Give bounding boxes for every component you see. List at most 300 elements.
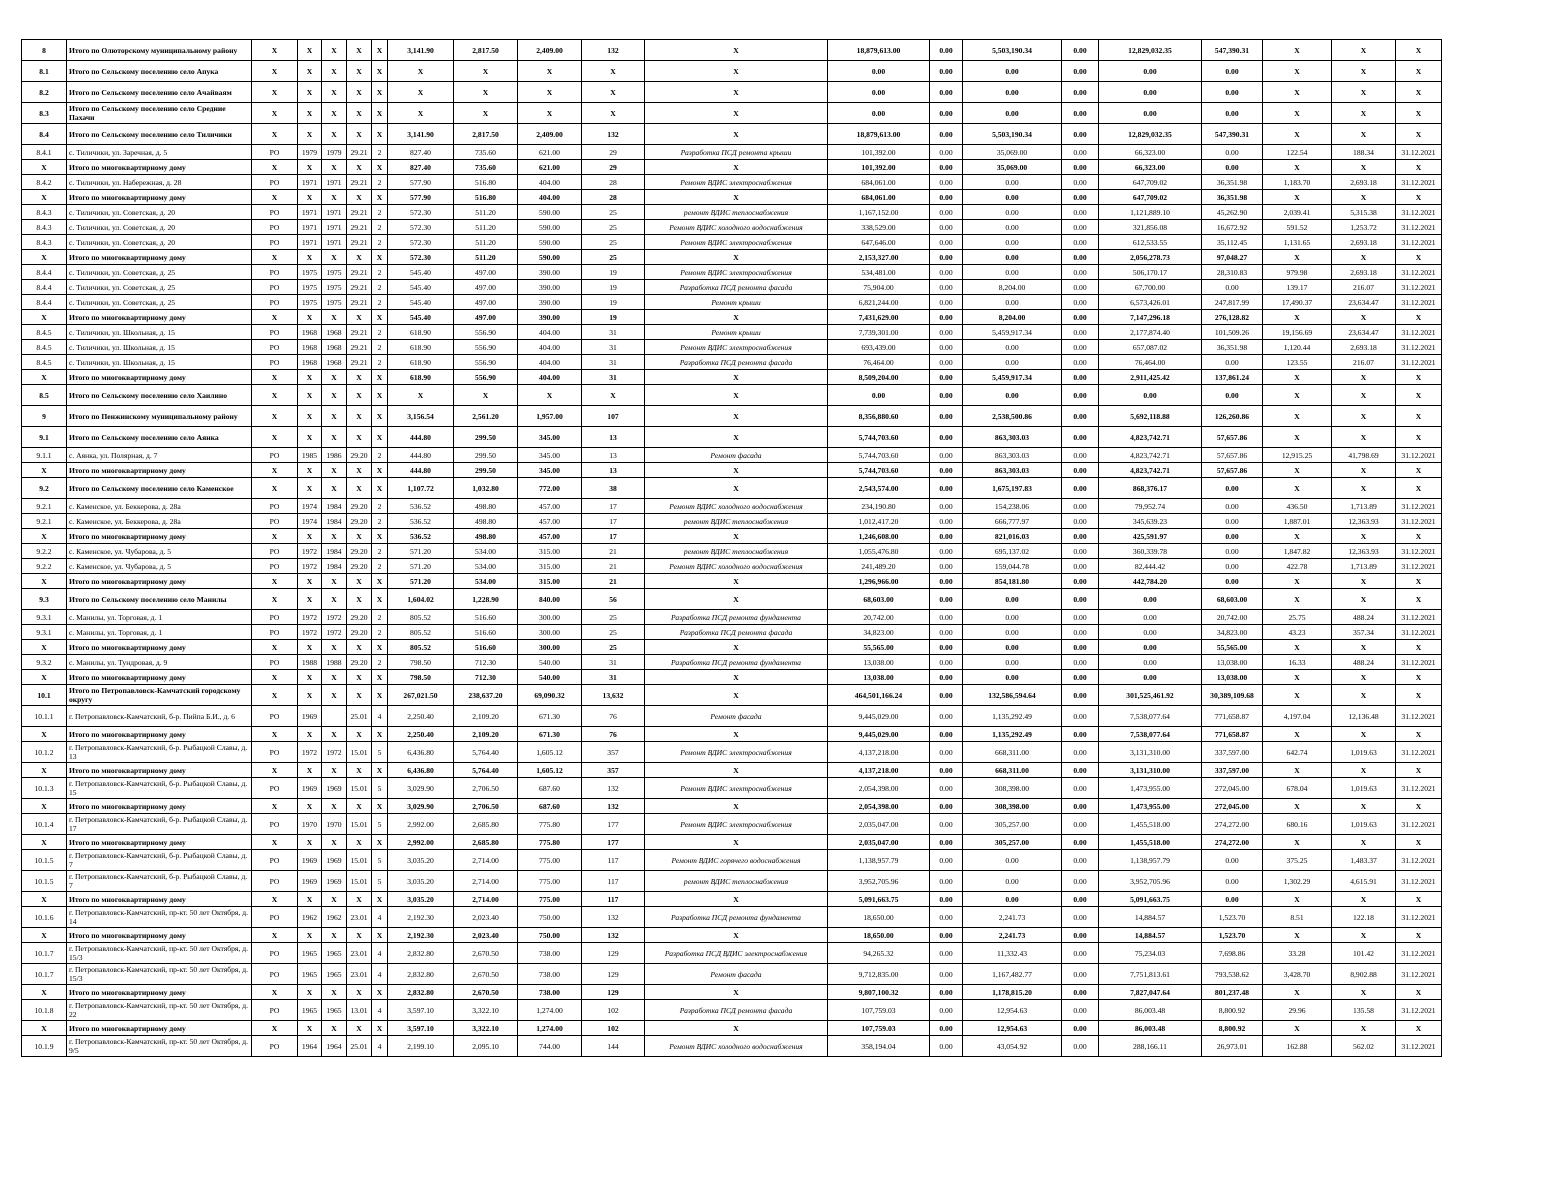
municipal-funds-cell: 0.00 <box>1062 103 1099 124</box>
municipal-funds-cell: 0.00 <box>1062 499 1099 514</box>
total-area-cell: 2,832.80 <box>388 964 454 985</box>
living-area-cell: 497.00 <box>454 295 518 310</box>
total-row <box>22 670 1442 685</box>
max-unit-cost-cell: Х <box>1332 463 1396 478</box>
item-number-cell: 8.4.3 <box>22 205 67 220</box>
owner-method-cell: РО <box>252 205 298 220</box>
unit-cost-cell: 3,428.70 <box>1263 964 1332 985</box>
total-cost-cell: 75,904.00 <box>828 280 930 295</box>
work-type-cell: Х <box>645 574 828 589</box>
unit-cost-cell: 1,131.65 <box>1263 235 1332 250</box>
item-number-cell: 9.2.2 <box>22 559 67 574</box>
object-name-cell: с. Тиличики, ул. Советская, д. 20 <box>67 205 252 220</box>
completion-date-cell: 31.12.2021 <box>1396 655 1442 670</box>
year-renovated-cell: 1965 <box>322 1000 347 1021</box>
completion-date-cell: 31.12.2021 <box>1396 559 1442 574</box>
item-number-cell: 10.1.6 <box>22 907 67 928</box>
total-cost-cell: 76,464.00 <box>828 355 930 370</box>
completion-date-cell: Х <box>1396 670 1442 685</box>
max-unit-cost-cell: 12,363.93 <box>1332 544 1396 559</box>
max-unit-cost-cell: Х <box>1332 670 1396 685</box>
completion-date-cell: Х <box>1396 406 1442 427</box>
total-area-cell: 2,832.80 <box>388 943 454 964</box>
residents-cell: 129 <box>582 985 645 1000</box>
work-type-cell: Ремонт фасада <box>645 448 828 463</box>
table-row <box>22 325 1442 340</box>
work-type-cell: Ремонт ВДИС электроснабжения <box>645 340 828 355</box>
year-renovated-cell: Х <box>322 799 347 814</box>
other-funds-cell: 36,351.98 <box>1202 190 1263 205</box>
residents-cell: Х <box>582 103 645 124</box>
living-area-cell: 2,714.00 <box>454 871 518 892</box>
regional-funds-cell: 695,137.02 <box>963 544 1062 559</box>
residents-cell: 29 <box>582 145 645 160</box>
item-number-cell: 10.1.2 <box>22 742 67 763</box>
owner-funds-cell: 301,525,461.92 <box>1099 685 1202 706</box>
residents-cell: 31 <box>582 325 645 340</box>
work-type-cell: Ремонт фасада <box>645 964 828 985</box>
living-area-cell: 2,561.20 <box>454 406 518 427</box>
owner-method-cell: РО <box>252 850 298 871</box>
year-renovated-cell: Х <box>322 589 347 610</box>
object-name-cell: Итого по многоквартирному дому <box>67 160 252 175</box>
work-type-cell: Х <box>645 727 828 742</box>
completion-date-cell: Х <box>1396 985 1442 1000</box>
wall-material-cell: Х <box>347 40 372 61</box>
object-name-cell: Итого по многоквартирному дому <box>67 799 252 814</box>
owner-funds-cell: 82,444.42 <box>1099 559 1202 574</box>
completion-date-cell: Х <box>1396 310 1442 325</box>
floors-cell: Х <box>372 124 388 145</box>
municipal-funds-cell: 0.00 <box>1062 544 1099 559</box>
total-cost-cell: 2,153,327.00 <box>828 250 930 265</box>
other-funds-cell: 1,523.70 <box>1202 907 1263 928</box>
total-cost-cell: 2,035,047.00 <box>828 814 930 835</box>
other-funds-cell: 0.00 <box>1202 145 1263 160</box>
floors-cell: Х <box>372 385 388 406</box>
living-area-cell: 238,637.20 <box>454 685 518 706</box>
total-area-cell: 3,597.10 <box>388 1021 454 1036</box>
total-cost-cell: 101,392.00 <box>828 160 930 175</box>
total-area-cell: 805.52 <box>388 625 454 640</box>
owner-funds-cell: 12,829,032.35 <box>1099 40 1202 61</box>
total-area-cell: Х <box>388 61 454 82</box>
max-unit-cost-cell: Х <box>1332 928 1396 943</box>
other-funds-cell: 0.00 <box>1202 544 1263 559</box>
completion-date-cell: 31.12.2021 <box>1396 814 1442 835</box>
floors-cell: Х <box>372 370 388 385</box>
owner-funds-cell: 1,473,955.00 <box>1099 799 1202 814</box>
year-renovated-cell: 1972 <box>322 610 347 625</box>
wall-material-cell: 29.21 <box>347 220 372 235</box>
max-unit-cost-cell: Х <box>1332 892 1396 907</box>
nonresidential-area-cell: 457.00 <box>518 514 582 529</box>
year-renovated-cell: Х <box>322 406 347 427</box>
total-cost-cell: 18,879,613.00 <box>828 124 930 145</box>
unit-cost-cell: 4,197.04 <box>1263 706 1332 727</box>
owner-method-cell: РО <box>252 1000 298 1021</box>
regional-funds-cell: 0.00 <box>963 892 1062 907</box>
owner-funds-cell: 4,823,742.71 <box>1099 448 1202 463</box>
completion-date-cell: 31.12.2021 <box>1396 355 1442 370</box>
total-cost-cell: 9,807,100.32 <box>828 985 930 1000</box>
year-renovated-cell: Х <box>322 190 347 205</box>
owner-funds-cell: 0.00 <box>1099 589 1202 610</box>
regional-funds-cell: 5,503,190.34 <box>963 124 1062 145</box>
living-area-cell: 2,685.80 <box>454 814 518 835</box>
work-type-cell: Ремонт ВДИС электроснабжения <box>645 265 828 280</box>
work-type-cell: Х <box>645 835 828 850</box>
unit-cost-cell: 17,490.37 <box>1263 295 1332 310</box>
wall-material-cell: 15.01 <box>347 814 372 835</box>
total-row <box>22 427 1442 448</box>
residents-cell: 31 <box>582 370 645 385</box>
wall-material-cell: 15.01 <box>347 778 372 799</box>
work-type-cell: Х <box>645 763 828 778</box>
residents-cell: 31 <box>582 670 645 685</box>
unit-cost-cell: Х <box>1263 640 1332 655</box>
wall-material-cell: 29.21 <box>347 235 372 250</box>
year-commissioned-cell: Х <box>298 61 322 82</box>
wall-material-cell: Х <box>347 385 372 406</box>
item-number-cell: 8.4.3 <box>22 220 67 235</box>
item-number-cell: 9.2.1 <box>22 499 67 514</box>
object-name-cell: г. Петропавловск-Камчатский, пр-кт. 50 лет Октября, д. 9/5 <box>67 1036 252 1057</box>
work-type-cell: Х <box>645 589 828 610</box>
owner-method-cell: Х <box>252 385 298 406</box>
total-area-cell: 572.30 <box>388 205 454 220</box>
floors-cell: 2 <box>372 280 388 295</box>
wall-material-cell: Х <box>347 250 372 265</box>
regional-funds-cell: 8,204.00 <box>963 280 1062 295</box>
year-commissioned-cell: 1971 <box>298 175 322 190</box>
regional-funds-cell: 0.00 <box>963 670 1062 685</box>
living-area-cell: 735.60 <box>454 160 518 175</box>
living-area-cell: 511.20 <box>454 220 518 235</box>
unit-cost-cell: Х <box>1263 82 1332 103</box>
max-unit-cost-cell: Х <box>1332 985 1396 1000</box>
living-area-cell: 497.00 <box>454 265 518 280</box>
nonresidential-area-cell: 1,274.00 <box>518 1021 582 1036</box>
table-row <box>22 145 1442 160</box>
total-area-cell: 536.52 <box>388 529 454 544</box>
year-renovated-cell: 1988 <box>322 655 347 670</box>
residents-cell: Х <box>582 385 645 406</box>
other-funds-cell: 126,260.86 <box>1202 406 1263 427</box>
work-type-cell: Х <box>645 61 828 82</box>
total-cost-cell: 2,543,574.00 <box>828 478 930 499</box>
completion-date-cell: Х <box>1396 160 1442 175</box>
nonresidential-area-cell: 590.00 <box>518 205 582 220</box>
floors-cell: Х <box>372 727 388 742</box>
other-funds-cell: 0.00 <box>1202 499 1263 514</box>
owner-funds-cell: 86,003.48 <box>1099 1021 1202 1036</box>
floors-cell: Х <box>372 478 388 499</box>
year-commissioned-cell: 1974 <box>298 514 322 529</box>
federal-funds-cell: 0.00 <box>930 448 963 463</box>
municipal-funds-cell: 0.00 <box>1062 964 1099 985</box>
table-row <box>22 610 1442 625</box>
other-funds-cell: 26,973.01 <box>1202 1036 1263 1057</box>
table-row <box>22 280 1442 295</box>
floors-cell: 5 <box>372 778 388 799</box>
other-funds-cell: 1,523.70 <box>1202 928 1263 943</box>
nonresidential-area-cell: 840.00 <box>518 589 582 610</box>
other-funds-cell: 57,657.86 <box>1202 427 1263 448</box>
total-area-cell: 2,832.80 <box>388 985 454 1000</box>
floors-cell: 4 <box>372 1000 388 1021</box>
max-unit-cost-cell: Х <box>1332 640 1396 655</box>
nonresidential-area-cell: 1,274.00 <box>518 1000 582 1021</box>
table-row <box>22 205 1442 220</box>
total-cost-cell: 684,061.00 <box>828 175 930 190</box>
total-cost-cell: 241,489.20 <box>828 559 930 574</box>
living-area-cell: 511.20 <box>454 250 518 265</box>
year-renovated-cell: 1964 <box>322 1036 347 1057</box>
other-funds-cell: 36,351.98 <box>1202 340 1263 355</box>
federal-funds-cell: 0.00 <box>930 250 963 265</box>
living-area-cell: Х <box>454 61 518 82</box>
residents-cell: 31 <box>582 355 645 370</box>
owner-funds-cell: 612,533.55 <box>1099 235 1202 250</box>
work-type-cell: Х <box>645 406 828 427</box>
owner-funds-cell: 0.00 <box>1099 625 1202 640</box>
living-area-cell: 2,023.40 <box>454 907 518 928</box>
wall-material-cell: 29.21 <box>347 145 372 160</box>
wall-material-cell: 23.01 <box>347 964 372 985</box>
wall-material-cell: 23.01 <box>347 943 372 964</box>
completion-date-cell: Х <box>1396 385 1442 406</box>
regional-funds-cell: 154,238.06 <box>963 499 1062 514</box>
regional-funds-cell: 308,398.00 <box>963 799 1062 814</box>
living-area-cell: 516.80 <box>454 175 518 190</box>
other-funds-cell: 0.00 <box>1202 61 1263 82</box>
year-renovated-cell: Х <box>322 478 347 499</box>
total-cost-cell: 338,529.00 <box>828 220 930 235</box>
item-number-cell: 8.1 <box>22 61 67 82</box>
owner-funds-cell: 0.00 <box>1099 61 1202 82</box>
living-area-cell: 1,032.80 <box>454 478 518 499</box>
federal-funds-cell: 0.00 <box>930 103 963 124</box>
wall-material-cell: Х <box>347 1021 372 1036</box>
max-unit-cost-cell: 135.58 <box>1332 1000 1396 1021</box>
year-renovated-cell: Х <box>322 685 347 706</box>
municipal-funds-cell: 0.00 <box>1062 835 1099 850</box>
regional-funds-cell: 0.00 <box>963 175 1062 190</box>
year-commissioned-cell: 1965 <box>298 1000 322 1021</box>
living-area-cell: 2,109.20 <box>454 727 518 742</box>
owner-method-cell: Х <box>252 892 298 907</box>
total-row <box>22 250 1442 265</box>
object-name-cell: г. Петропавловск-Камчатский, б-р. Рыбацкой Славы, д. 7 <box>67 850 252 871</box>
owner-method-cell: РО <box>252 559 298 574</box>
municipal-funds-cell: 0.00 <box>1062 928 1099 943</box>
living-area-cell: 2,670.50 <box>454 943 518 964</box>
object-name-cell: Итого по Сельскому поселению село Аянка <box>67 427 252 448</box>
owner-funds-cell: 7,751,813.61 <box>1099 964 1202 985</box>
completion-date-cell: 31.12.2021 <box>1396 544 1442 559</box>
object-name-cell: с. Каменское, ул. Беккерова, д. 28а <box>67 514 252 529</box>
regional-funds-cell: 43,054.92 <box>963 1036 1062 1057</box>
owner-method-cell: Х <box>252 310 298 325</box>
federal-funds-cell: 0.00 <box>930 589 963 610</box>
residents-cell: Х <box>582 82 645 103</box>
year-renovated-cell: 1965 <box>322 943 347 964</box>
wall-material-cell: Х <box>347 103 372 124</box>
federal-funds-cell: 0.00 <box>930 685 963 706</box>
item-number-cell: 10.1.5 <box>22 871 67 892</box>
owner-method-cell: Х <box>252 985 298 1000</box>
floors-cell: Х <box>372 40 388 61</box>
municipal-funds-cell: 0.00 <box>1062 124 1099 145</box>
owner-method-cell: Х <box>252 529 298 544</box>
residents-cell: 19 <box>582 265 645 280</box>
completion-date-cell: 31.12.2021 <box>1396 448 1442 463</box>
year-renovated-cell: Х <box>322 727 347 742</box>
federal-funds-cell: 0.00 <box>930 742 963 763</box>
nonresidential-area-cell: 300.00 <box>518 610 582 625</box>
total-row <box>22 385 1442 406</box>
table-row <box>22 742 1442 763</box>
item-number-cell: 10.1.9 <box>22 1036 67 1057</box>
work-type-cell: ремонт ВДИС теплоснабжения <box>645 544 828 559</box>
municipal-funds-cell: 0.00 <box>1062 448 1099 463</box>
unit-cost-cell: 642.74 <box>1263 742 1332 763</box>
nonresidential-area-cell: 750.00 <box>518 907 582 928</box>
floors-cell: Х <box>372 1021 388 1036</box>
completion-date-cell: 31.12.2021 <box>1396 295 1442 310</box>
object-name-cell: Итого по Петропавловск-Камчатский городскому округу <box>67 685 252 706</box>
floors-cell: Х <box>372 61 388 82</box>
regional-funds-cell: 668,311.00 <box>963 742 1062 763</box>
residents-cell: 31 <box>582 340 645 355</box>
owner-funds-cell: 67,700.00 <box>1099 280 1202 295</box>
work-type-cell: Ремонт ВДИС холодного водоснабжения <box>645 220 828 235</box>
federal-funds-cell: 0.00 <box>930 727 963 742</box>
floors-cell: Х <box>372 589 388 610</box>
object-name-cell: г. Петропавловск-Камчатский, б-р. Рыбацкой Славы, д. 17 <box>67 814 252 835</box>
federal-funds-cell: 0.00 <box>930 892 963 907</box>
item-number-cell: 8 <box>22 40 67 61</box>
item-number-cell: 8.4.5 <box>22 355 67 370</box>
total-area-cell: 572.30 <box>388 250 454 265</box>
year-commissioned-cell: 1965 <box>298 943 322 964</box>
federal-funds-cell: 0.00 <box>930 907 963 928</box>
federal-funds-cell: 0.00 <box>930 385 963 406</box>
wall-material-cell: 29.21 <box>347 340 372 355</box>
other-funds-cell: 274,272.00 <box>1202 814 1263 835</box>
wall-material-cell: 29.20 <box>347 559 372 574</box>
living-area-cell: 534.00 <box>454 544 518 559</box>
total-area-cell: 2,192.30 <box>388 928 454 943</box>
regional-funds-cell: 35,069.00 <box>963 145 1062 160</box>
completion-date-cell: Х <box>1396 190 1442 205</box>
wall-material-cell: 15.01 <box>347 850 372 871</box>
residents-cell: 13 <box>582 463 645 478</box>
federal-funds-cell: 0.00 <box>930 985 963 1000</box>
federal-funds-cell: 0.00 <box>930 574 963 589</box>
object-name-cell: Итого по Сельскому поселению село Каменское <box>67 478 252 499</box>
unit-cost-cell: Х <box>1263 763 1332 778</box>
total-area-cell: 6,436.80 <box>388 742 454 763</box>
owner-method-cell: Х <box>252 478 298 499</box>
total-cost-cell: 693,439.00 <box>828 340 930 355</box>
residents-cell: 177 <box>582 814 645 835</box>
item-number-cell: 10.1.4 <box>22 814 67 835</box>
wall-material-cell: 29.21 <box>347 355 372 370</box>
table-row <box>22 559 1442 574</box>
living-area-cell: 498.80 <box>454 514 518 529</box>
other-funds-cell: 55,565.00 <box>1202 640 1263 655</box>
municipal-funds-cell: 0.00 <box>1062 190 1099 205</box>
total-row <box>22 82 1442 103</box>
owner-funds-cell: 6,573,426.01 <box>1099 295 1202 310</box>
completion-date-cell: 31.12.2021 <box>1396 742 1442 763</box>
residents-cell: 117 <box>582 850 645 871</box>
year-renovated-cell: Х <box>322 670 347 685</box>
living-area-cell: 5,764.40 <box>454 763 518 778</box>
work-type-cell: Х <box>645 82 828 103</box>
max-unit-cost-cell: 216.07 <box>1332 355 1396 370</box>
federal-funds-cell: 0.00 <box>930 370 963 385</box>
unit-cost-cell: Х <box>1263 529 1332 544</box>
floors-cell: 2 <box>372 448 388 463</box>
floors-cell: Х <box>372 835 388 850</box>
unit-cost-cell: 1,887.01 <box>1263 514 1332 529</box>
municipal-funds-cell: 0.00 <box>1062 625 1099 640</box>
object-name-cell: с. Тиличики, ул. Заречная, д. 5 <box>67 145 252 160</box>
year-commissioned-cell: Х <box>298 463 322 478</box>
nonresidential-area-cell: 540.00 <box>518 655 582 670</box>
owner-method-cell: РО <box>252 544 298 559</box>
table-row <box>22 220 1442 235</box>
item-number-cell: Х <box>22 310 67 325</box>
completion-date-cell: Х <box>1396 529 1442 544</box>
other-funds-cell: 0.00 <box>1202 559 1263 574</box>
nonresidential-area-cell: 590.00 <box>518 220 582 235</box>
municipal-funds-cell: 0.00 <box>1062 340 1099 355</box>
item-number-cell: 10.1.5 <box>22 850 67 871</box>
total-area-cell: 3,141.90 <box>388 124 454 145</box>
total-row <box>22 892 1442 907</box>
object-name-cell: Итого по многоквартирному дому <box>67 250 252 265</box>
work-type-cell: ремонт ВДИС теплоснабжения <box>645 514 828 529</box>
floors-cell: 4 <box>372 907 388 928</box>
table-row <box>22 655 1442 670</box>
year-commissioned-cell: Х <box>298 82 322 103</box>
municipal-funds-cell: 0.00 <box>1062 655 1099 670</box>
floors-cell: 2 <box>372 625 388 640</box>
wall-material-cell: Х <box>347 835 372 850</box>
regional-funds-cell: 0.00 <box>963 250 1062 265</box>
other-funds-cell: 274,272.00 <box>1202 835 1263 850</box>
federal-funds-cell: 0.00 <box>930 706 963 727</box>
nonresidential-area-cell: 687.60 <box>518 799 582 814</box>
year-commissioned-cell: 1988 <box>298 655 322 670</box>
residents-cell: 31 <box>582 655 645 670</box>
unit-cost-cell: Х <box>1263 478 1332 499</box>
regional-funds-cell: 2,241.73 <box>963 928 1062 943</box>
completion-date-cell: 31.12.2021 <box>1396 706 1442 727</box>
federal-funds-cell: 0.00 <box>930 1000 963 1021</box>
other-funds-cell: 28,310.83 <box>1202 265 1263 280</box>
total-row <box>22 310 1442 325</box>
regional-funds-cell: 0.00 <box>963 640 1062 655</box>
year-commissioned-cell: 1965 <box>298 964 322 985</box>
completion-date-cell: 31.12.2021 <box>1396 280 1442 295</box>
item-number-cell: 8.5 <box>22 385 67 406</box>
wall-material-cell: Х <box>347 61 372 82</box>
